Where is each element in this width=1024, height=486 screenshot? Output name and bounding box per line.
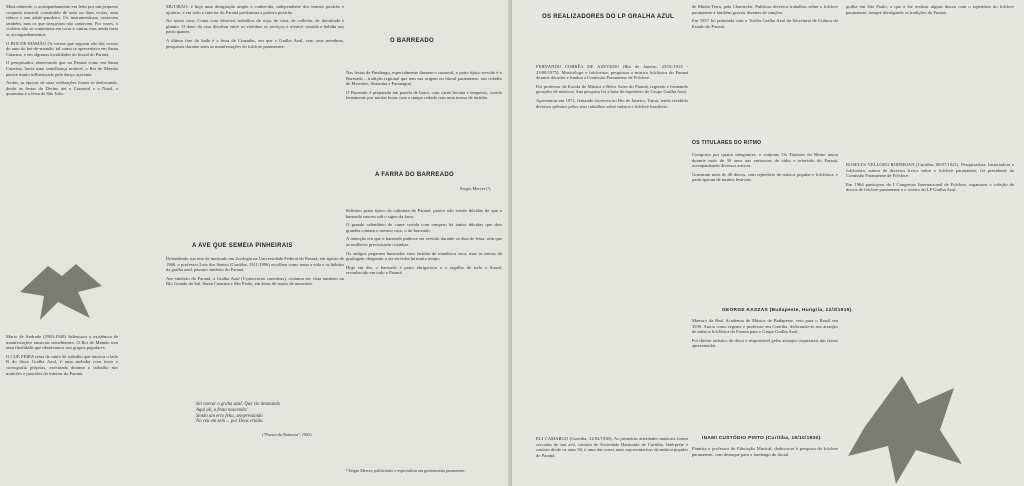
farra-signature: Sergio Mercer (¹) [460, 186, 491, 191]
right-col1-p3: Apresentou em 1971, fernando escreveu no Rio de Janeiro, Tuiuti, tendo recebido diversos prêmios pelos seus trabalhos sobre música e folclore brasileiro. [536, 97, 688, 109]
right-col4 [846, 4, 1014, 18]
titulares-p1: Composto por quatro integrantes, o conjunto Os Titulares do Ritmo atuou durante mais de 30 anos nas emissoras de rádio e televisão do Paraná, acompanhando diversos artistas. [692, 152, 838, 169]
heading-kaszas: GEORGE KASZAS (Budapeste, Hungria, 12/3/1919). [722, 308, 854, 313]
farra-footnote: ¹ Sergio Mercer, publicitário e especialista em gastronomia paranaense. [346, 468, 466, 473]
left-col1 [6, 4, 118, 100]
right-col4-p3: Em 1964 participou do I Congresso Internacional de Folclore, organizou a coleção de discos de folclore paranaense e o roteiro do LP Gralha Azul. [846, 181, 1014, 193]
kaszas-p2: Foi diretor artístico do disco e responsável pelos arranjos orquestrais das faixas apresentadas. [692, 337, 838, 349]
left-col1-lower-p2: O CUÉ FEIRA tema de canto de trabalho que encerra o lado B do disco Gralha Azul, é uma melodia com texto e coreografia próprias, executada durante o trabalho nos mutirões e puxirões do interior do Paraná. [6, 353, 118, 376]
left-col3-p2: O Barreado é preparado em panela de barro, com carne bovina e temperos, cozido lentamente por muitas horas com a tampa vedada com uma massa de farinha. [346, 89, 502, 101]
right-col1-lower-p1: ELI CAMARGO (Curitiba, 12/02/1930). As primeiras atividades musicais foram cercadas de sua avó, cantora de Sociedade Harmonia de Curitiba. Intérprete e cantora desde os anos 50, é uma das vozes mais representativas da música popular do Paraná. [536, 436, 688, 458]
right-col2-p2: Em 1957 foi premiada com o Troféu Gralha Azul da Secretaria de Cultura do Estado do Paraná. [692, 18, 838, 29]
left-col2-p3: A última fase do baile é a festa de Cruzadas, em que o Gralha Azul, com seus membros, pesquisou durante anos as manifestações do folclore paranaense. [166, 37, 344, 49]
left-col2-p1: MUTIRÃO: é hoje uma designação ampla e conhecida, independente dos termos puxirão e ajutório, e em todo o interior do Paraná predomina a palavra puxirão. [166, 4, 344, 15]
right-col2-p1: de Minha Terra, pela Chantecler. Publicou diversos trabalhos sobre o folclore paranaense e também gravou dezenas de canções. [692, 4, 838, 15]
left-col1-lower [6, 334, 118, 379]
gralha-bird-shape-left [18, 262, 104, 322]
farra-p5: Hoje em dia, o barreado é prato obrigatório e o orgulho de todo o litoral, reconhecido em todo o Paraná. [346, 264, 502, 276]
poem-line-4: No céu em sem ... por Deus criado. [196, 419, 264, 425]
right-col2 [692, 4, 838, 32]
left-col3-p1: Nas festas de Fandango, especialmente durante o carnaval, o prato típico servido é o Barreado – tradição regional que tem sua origem no litoral paranaense, nas cidades de Morretes, Antonina e Paranaguá. [346, 70, 502, 87]
heading-pinheirais: A AVE QUE SEMEIA PINHEIRAIS [192, 243, 293, 249]
poem-line-3: Sendo um erro feita, semprestando [196, 413, 263, 419]
farra-p1: Solitário prato típico da culinária do Paraná, parece não existir dúvidas de que o barreado nasceu sob o signo da farra. [346, 208, 502, 219]
farra-p4: Os antigos pegavam barreados com farinha de mandioca seca, mas as mesas da grafiagem chegaram a ser servidas há muito tempo. [346, 250, 502, 262]
left-col2 [166, 4, 344, 52]
poem-line-2: Aqui ali, o fruto nascendo! [196, 407, 248, 413]
left-col2-lower [166, 256, 344, 290]
poem-caption: ("Poesia da Natureza", 1965) [262, 432, 312, 437]
right-page [512, 0, 1024, 486]
right-col1 [536, 64, 688, 112]
right-col4-p1: gralha em São Paulo, o que a fez realizar alguns discos com o repertório do folclore paranaense, sempre divulgando as tradições do Paraná. [846, 4, 1014, 15]
heading-farra: A FARRA DO BARREADO [375, 172, 454, 178]
left-col1-p1: Musicalmente, o acompanhamento era feito por um pequeno conjunto musical constituído de uma ou duas violas, uma rabeca e um adufe-pandeiro. Os instrumentistas cantavam também, mas os que dançavam não cantavam. Por vezes, o violeiro não se contentava em tocar e cantar, mas ainda fazia os acompanhamentos. [6, 4, 118, 37]
left-col1-p3: O pesquisador, observando que no Paraná como em Santa Catarina, havia uma semelhança notável, o Boi de Mamão parece muito influenciado pela dança açoriana. [6, 60, 118, 77]
right-col4-p2: ROSELYS VELLOZO RODERJAN (Curitiba, 08/07/1921). Pesquisadora, historiadora e folclorista, autora de diversos livros sobre o folclore paranaense, foi presidente da Comissão Paranaense de Folclore. [846, 162, 1014, 179]
heading-pinto: INAMI CUSTÓDIO PINTO (Curitiba, 19/10/1930). [702, 436, 822, 441]
heading-titulares: OS TITULARES DO RITMO [692, 140, 762, 146]
right-col1-p2: Foi professor da Escola de Música e Belas Artes do Paraná, regendo e formando gerações de músicos. Sua pesquisa foi a base do repertório do Grupo Gralha Azul. [536, 83, 688, 95]
left-col1-p2: O BOI-DE-MAMÃO Os versos que seguem são dos versos do auto do boi-de-mamão, tal como se apresentava em Santa Catarina, e em algumas localidades do litoral do Paraná. [6, 40, 118, 57]
left-col2-lower-p1: Defendendo sua tese de mestrado em Zoologia na Universidade Federal do Paraná, em agosto de 1968, o professor Luiz dos Santos (Curitiba, 1911/1996) escolheu como tema a vida e os hábitos da gralha azul, pássaro símbolo do Paraná. [166, 256, 344, 273]
heading-realizadores: OS REALIZADORES DO LP GRALHA AZUL [542, 14, 675, 20]
gralha-bird-shape-right [844, 368, 964, 486]
farra-p2: O grande calendário de carne cozida com tempero há tantas dúvidas que dois grandes contam o mesmo caso, o do barreado. [346, 222, 502, 233]
right-col2-kaszas [692, 318, 838, 352]
right-col2-titulares [692, 152, 838, 186]
poem [196, 402, 346, 425]
farra-p3: A intenção era que o barreado pudesse ser servido durante os dias de festa, sem que as mulheres precisassem cozinhar. [346, 236, 502, 247]
left-col3-farra [346, 208, 502, 279]
left-col2-lower-p2: Ave-símbolo do Paraná, a Gralha Azul (Cyanocorax caeruleus), costuma ser vista também no Rio Grande do Sul, Santa Catarina e São Paulo, em áreas de matas de araucária. [166, 275, 344, 287]
pinto-p1: Pianista e professor de Educação Musical, dedicou-se à pesquisa do folclore paranaense, com destaque para o fandango do litoral. [692, 446, 838, 457]
titulares-p2: Gravaram mais de 40 discos, com repertório de música popular e folclórica, e participaram de muitos festivais. [692, 171, 838, 183]
left-col3 [346, 70, 502, 104]
kaszas-p1: Maestro da Real Academia de Música de Budapeste, veio para o Brasil em 1939. Atuou como regente e professor em Curitiba, dedicando-se aos arranjos de música folclórica do Paraná para o Grupo Gralha Azul. [692, 318, 838, 335]
left-col1-lower-p1: Mario de Andrade (1984:1948) Salientava a existência de manifestações musicais semelhantes. O Boi de Mamão tem uma finalidade que observamos nos grupos populares. [6, 334, 118, 351]
right-col4-roderjan [846, 162, 1014, 196]
left-col1-p4: Assim, as épocas de suas realizações foram se deslocando, desde as festas do Divino até o Carnaval e o Natal, a quaresma e a festa de São João. [6, 80, 118, 97]
right-col1-lower [536, 436, 688, 461]
right-col2-pinto [692, 446, 838, 460]
poem-line-1: Sei cuecar o graha azul: Que vio desmando [196, 402, 281, 407]
right-col1-p1: FERNANDO CORRÊA DE AZEVEDO (Rio de Janeiro, 23/01/1913 - 23/08/1975). Musicólogo e folclorista, pesquisou a música folclórica do Paraná durante décadas e fundou a Comissão Paranaense de Folclore. [536, 64, 688, 81]
left-col2-p2: No nosso caso, Conta com diversos trabalhos de roça, de casa, de colheita, de derrubada e plantio. O dono da casa distribui entre os vizinhos os serviços e oferece comida e bebida aos participantes. [166, 18, 344, 35]
heading-barreado: O BARREADO [390, 38, 435, 44]
